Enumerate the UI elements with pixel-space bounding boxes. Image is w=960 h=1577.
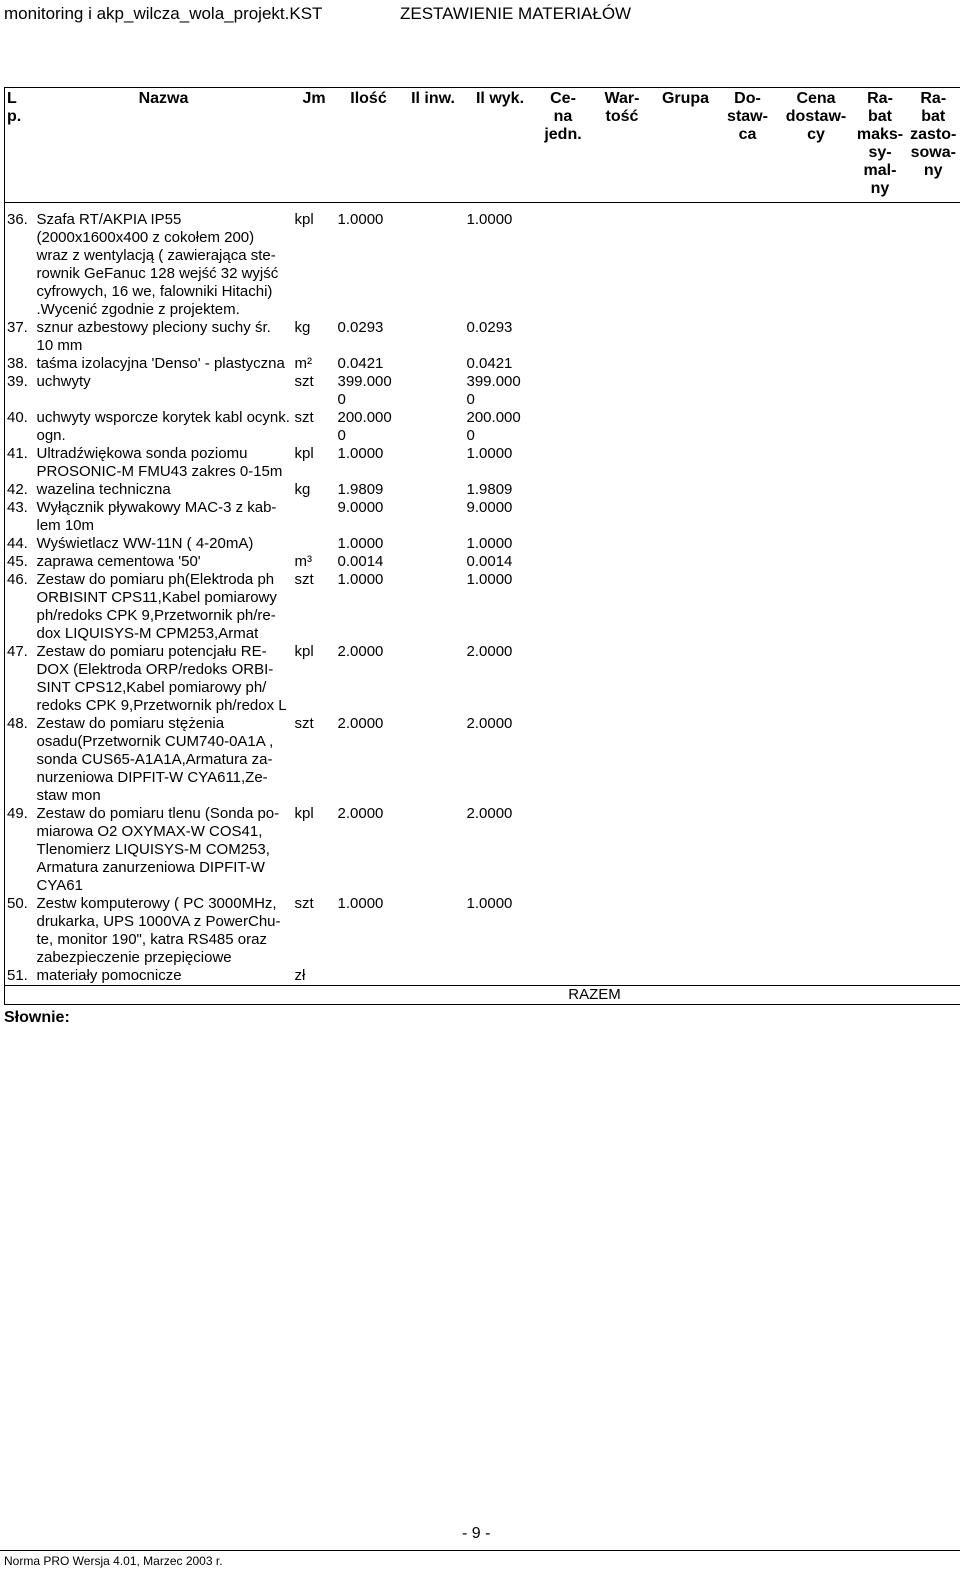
row-empty-cell: [654, 373, 718, 409]
table-row: [5, 535, 960, 553]
row-empty-cell: [718, 203, 778, 320]
row-empty-cell: [855, 967, 906, 986]
row-il-wyk: 1.0000: [466, 571, 513, 588]
table-row: [5, 373, 960, 409]
row-ilosc: 1.0000: [337, 445, 384, 462]
row-empty-cell: [906, 373, 960, 409]
row-jm: kpl: [294, 643, 314, 660]
row-empty-cell: [536, 373, 591, 409]
table-row: [5, 805, 960, 895]
row-empty-cell: [591, 499, 654, 535]
row-lp: 47.: [5, 643, 35, 715]
row-empty-cell: [855, 805, 906, 895]
row-empty-cell: [591, 203, 654, 320]
row-empty-cell: [654, 355, 718, 373]
row-il-inw: [402, 553, 465, 571]
row-empty-cell: [536, 499, 591, 535]
row-ilosc: 2.0000: [337, 643, 384, 660]
col-cena-dostawcy-label: Cena dostaw- cy: [785, 90, 847, 143]
row-empty-cell: [778, 715, 855, 805]
row-empty-cell: [591, 445, 654, 481]
row-empty-cell: [591, 967, 654, 986]
row-empty-cell: [778, 643, 855, 715]
razem-spacer: [5, 986, 536, 1005]
row-il-wyk: 399.000 0: [466, 373, 521, 408]
row-empty-cell: [591, 409, 654, 445]
row-ilosc: 1.0000: [337, 535, 384, 552]
row-il-inw: [402, 643, 465, 715]
row-il-inw: [402, 499, 465, 535]
row-empty-cell: [654, 481, 718, 499]
row-il-wyk: 1.0000: [466, 895, 513, 912]
row-nazwa: materiały pomocnicze: [35, 967, 293, 986]
row-lp: 42.: [5, 481, 35, 499]
row-empty-cell: [536, 643, 591, 715]
row-empty-cell: [855, 319, 906, 355]
row-empty-cell: [906, 967, 960, 986]
row-empty-cell: [718, 445, 778, 481]
row-ilosc: [336, 967, 402, 986]
row-ilosc: 1.0000: [337, 211, 384, 228]
table-row: [5, 571, 960, 643]
row-nazwa: Szafa RT/AKPIA IP55 (2000x1600x400 z cokołem 200) wraz z wentylacją ( zawierająca ste- rownik GeFanuc 128 wejść 32 wyjść cyfrowych, 16 we, falowniki Hitachi) .Wycenić zgodnie z projektem.: [36, 211, 279, 318]
col-il-wyk: Il wyk.: [465, 88, 536, 203]
row-il-wyk: 200.000 0: [466, 409, 521, 444]
table-row: [5, 715, 960, 805]
row-empty-cell: [778, 355, 855, 373]
row-lp: 50.: [5, 895, 35, 967]
footer-divider: [0, 1550, 960, 1551]
row-il-inw: [402, 481, 465, 499]
row-il-inw: [402, 355, 465, 373]
row-empty-cell: [536, 571, 591, 643]
row-ilosc: 9.0000: [337, 499, 384, 516]
row-jm: szt: [294, 409, 314, 426]
row-lp: 43.: [5, 499, 35, 535]
row-empty-cell: [591, 643, 654, 715]
row-ilosc: 200.000 0: [337, 409, 392, 444]
col-ilosc: Ilość: [336, 88, 402, 203]
row-il-wyk: 0.0293: [466, 319, 513, 336]
row-empty-cell: [906, 319, 960, 355]
row-empty-cell: [778, 409, 855, 445]
row-empty-cell: [855, 715, 906, 805]
row-il-inw: [402, 535, 465, 553]
row-empty-cell: [654, 535, 718, 553]
row-nazwa: Wyświetlacz WW-11N ( 4-20mA): [36, 535, 254, 552]
row-empty-cell: [536, 481, 591, 499]
row-empty-cell: [591, 805, 654, 895]
row-empty-cell: [654, 805, 718, 895]
row-il-wyk: 1.0000: [466, 211, 513, 228]
row-il-inw: [402, 805, 465, 895]
row-nazwa: Zestaw do pomiaru ph(Elektroda ph ORBISINT CPS11,Kabel pomiarowy ph/redoks CPK 9,Przetwornik ph/re- dox LIQUISYS-M CPM253,Armat: [36, 571, 277, 642]
row-jm: kg: [294, 481, 311, 498]
row-nazwa: Zestaw do pomiaru tlenu (Sonda po- miarowa O2 OXYMAX-W COS41, Tlenomierz LIQUISYS-M COM253, Armatura zanurzeniowa DIPFIT-W CYA61: [36, 805, 280, 894]
row-empty-cell: [654, 499, 718, 535]
row-empty-cell: [778, 535, 855, 553]
row-lp: 40.: [5, 409, 35, 445]
row-empty-cell: [778, 481, 855, 499]
row-empty-cell: [718, 895, 778, 967]
table-row: [5, 409, 960, 445]
col-il-inw: Il inw.: [402, 88, 465, 203]
row-empty-cell: [536, 805, 591, 895]
row-lp: 38.: [5, 355, 35, 373]
row-empty-cell: [718, 319, 778, 355]
row-nazwa: Zestaw do pomiaru potencjału RE- DOX (Elektroda ORP/redoks ORBI- SINT CPS12,Kabel pomiarowy ph/ redoks CPK 9,Przetwornik ph/redox L: [36, 643, 287, 714]
row-lp: 37.: [5, 319, 35, 355]
row-jm: szt: [294, 715, 314, 732]
row-empty-cell: [906, 553, 960, 571]
row-il-wyk: 1.9809: [466, 481, 513, 498]
col-rabat-zast-label: Ra- bat zasto- sowa- ny: [910, 90, 957, 179]
row-il-wyk: 0.0421: [466, 355, 513, 372]
row-empty-cell: [718, 805, 778, 895]
row-empty-cell: [906, 499, 960, 535]
col-dostawca: [718, 88, 778, 203]
row-nazwa: sznur azbestowy pleciony suchy śr. 10 mm: [36, 319, 271, 354]
row-lp: 46.: [5, 571, 35, 643]
row-ilosc: 0.0293: [337, 319, 384, 336]
row-jm: zł: [293, 967, 336, 986]
table-row: [5, 319, 960, 355]
row-lp: 44.: [5, 535, 35, 553]
row-ilosc: 0.0014: [337, 553, 384, 570]
row-il-inw: [402, 319, 465, 355]
row-jm: kg: [294, 319, 311, 336]
row-empty-cell: [536, 715, 591, 805]
row-lp: 49.: [5, 805, 35, 895]
document-title: monitoring i akp_wilcza_wola_projekt.KST: [4, 4, 323, 23]
footer-text: Norma PRO Wersja 4.01, Marzec 2003 r.: [4, 1554, 223, 1568]
row-empty-cell: [654, 445, 718, 481]
row-empty-cell: [536, 355, 591, 373]
row-empty-cell: [718, 481, 778, 499]
row-ilosc: 2.0000: [337, 715, 384, 732]
row-il-wyk: 1.0000: [466, 535, 513, 552]
materials-table: [4, 87, 960, 1005]
col-lp: [5, 88, 35, 203]
row-empty-cell: [855, 409, 906, 445]
row-il-wyk: 2.0000: [466, 805, 513, 822]
row-empty-cell: [536, 895, 591, 967]
row-empty-cell: [654, 967, 718, 986]
row-nazwa: taśma izolacyjna 'Denso' - plastyczna: [36, 355, 285, 372]
row-empty-cell: [718, 643, 778, 715]
row-empty-cell: [718, 967, 778, 986]
row-empty-cell: [591, 535, 654, 553]
row-empty-cell: [855, 355, 906, 373]
row-empty-cell: [906, 715, 960, 805]
col-cena-dostawcy: [778, 88, 855, 203]
row-nazwa: zaprawa cementowa '50': [36, 553, 201, 570]
row-il-inw: [402, 967, 465, 986]
row-empty-cell: [778, 499, 855, 535]
col-nazwa: Nazwa: [35, 88, 293, 203]
col-cena-label: Ce- na jedn.: [544, 90, 582, 143]
row-il-inw: [402, 373, 465, 409]
row-nazwa: wazelina techniczna: [36, 481, 171, 498]
row-il-inw: [402, 715, 465, 805]
row-empty-cell: [778, 445, 855, 481]
col-rabat-zast: [906, 88, 960, 203]
row-empty-cell: [906, 643, 960, 715]
page-number: - 9 -: [462, 1525, 491, 1542]
row-empty-cell: [654, 643, 718, 715]
row-nazwa: Zestw komputerowy ( PC 3000MHz, drukarka, UPS 1000VA z PowerChu- te, monitor 190", katra RS485 oraz zabezpieczenie przepięciowe: [36, 895, 281, 966]
row-empty-cell: [855, 445, 906, 481]
row-empty-cell: [591, 715, 654, 805]
row-empty-cell: [536, 319, 591, 355]
col-lp-label: L p.: [7, 90, 22, 125]
row-empty-cell: [536, 553, 591, 571]
row-ilosc: 2.0000: [337, 805, 384, 822]
row-il-inw: [402, 203, 465, 320]
row-empty-cell: [778, 553, 855, 571]
row-empty-cell: [855, 571, 906, 643]
row-empty-cell: [855, 203, 906, 320]
row-empty-cell: [855, 895, 906, 967]
row-empty-cell: [778, 319, 855, 355]
row-empty-cell: [855, 499, 906, 535]
row-nazwa: Zestaw do pomiaru stężenia osadu(Przetwornik CUM740-0A1A , sonda CUS65-A1A1A,Armatura za- nurzeniowa DIPFIT-W CYA611,Ze- staw mon: [36, 715, 274, 804]
row-jm: [293, 535, 336, 553]
row-empty-cell: [778, 967, 855, 986]
section-title: ZESTAWIENIE MATERIAŁÓW: [400, 4, 632, 23]
row-empty-cell: [778, 203, 855, 320]
row-nazwa: Ultradźwiękowa sonda poziomu PROSONIC-M FMU43 zakres 0-15m: [36, 445, 283, 480]
row-empty-cell: [778, 805, 855, 895]
table-row: [5, 895, 960, 967]
table-row: [5, 967, 960, 986]
row-empty-cell: [536, 445, 591, 481]
row-empty-cell: [654, 715, 718, 805]
row-empty-cell: [654, 553, 718, 571]
col-rabat-maks: [855, 88, 906, 203]
row-il-wyk: 2.0000: [466, 643, 513, 660]
row-il-inw: [402, 445, 465, 481]
row-empty-cell: [654, 409, 718, 445]
row-empty-cell: [718, 355, 778, 373]
row-empty-cell: [536, 967, 591, 986]
table-row: [5, 499, 960, 535]
row-empty-cell: [536, 409, 591, 445]
row-empty-cell: [778, 571, 855, 643]
row-lp: 36.: [5, 203, 35, 320]
col-wartosc: [591, 88, 654, 203]
row-empty-cell: [536, 203, 591, 320]
row-il-wyk: 2.0000: [466, 715, 513, 732]
row-empty-cell: [906, 203, 960, 320]
row-empty-cell: [778, 373, 855, 409]
row-empty-cell: [654, 203, 718, 320]
row-empty-cell: [718, 571, 778, 643]
row-ilosc: 1.0000: [337, 895, 384, 912]
row-empty-cell: [591, 553, 654, 571]
row-empty-cell: [718, 499, 778, 535]
col-cena: [536, 88, 591, 203]
row-empty-cell: [855, 373, 906, 409]
col-dostawca-label: Do- staw- ca: [727, 90, 768, 143]
row-empty-cell: [591, 355, 654, 373]
row-jm: m³: [294, 553, 312, 570]
row-il-inw: [402, 895, 465, 967]
col-jm: Jm: [293, 88, 336, 203]
table-header-row: [5, 88, 960, 203]
row-empty-cell: [591, 481, 654, 499]
row-empty-cell: [654, 319, 718, 355]
row-lp: 39.: [5, 373, 35, 409]
row-empty-cell: [906, 409, 960, 445]
razem-trailing: [654, 986, 960, 1005]
row-empty-cell: [855, 481, 906, 499]
row-ilosc: 1.9809: [337, 481, 384, 498]
row-ilosc: 399.000 0: [337, 373, 392, 408]
row-nazwa: uchwyty wsporcze korytek kabl ocynk. ogn.: [36, 409, 290, 444]
row-empty-cell: [718, 553, 778, 571]
row-empty-cell: [654, 895, 718, 967]
row-empty-cell: [906, 895, 960, 967]
row-empty-cell: [906, 535, 960, 553]
row-empty-cell: [906, 481, 960, 499]
row-il-wyk: 9.0000: [466, 499, 513, 516]
row-empty-cell: [591, 895, 654, 967]
row-jm: [293, 499, 336, 535]
row-empty-cell: [855, 535, 906, 553]
row-jm: szt: [294, 895, 314, 912]
row-jm: kpl: [294, 805, 314, 822]
row-empty-cell: [536, 535, 591, 553]
row-jm: m²: [294, 355, 312, 372]
table-row: [5, 355, 960, 373]
row-nazwa: uchwyty: [36, 373, 91, 390]
row-empty-cell: [906, 805, 960, 895]
row-lp: 51.: [5, 967, 35, 986]
row-lp: 45.: [5, 553, 35, 571]
table-row: [5, 203, 960, 320]
row-lp: 41.: [5, 445, 35, 481]
col-grupa: Grupa: [654, 88, 718, 203]
row-empty-cell: [591, 319, 654, 355]
row-il-inw: [402, 409, 465, 445]
table-row: [5, 643, 960, 715]
row-empty-cell: [778, 895, 855, 967]
table-row: [5, 481, 960, 499]
row-empty-cell: [718, 535, 778, 553]
slownie-label: Słownie:: [4, 1009, 70, 1026]
table-row: [5, 553, 960, 571]
row-jm: kpl: [294, 211, 314, 228]
row-il-wyk: 0.0014: [466, 553, 513, 570]
row-ilosc: 0.0421: [337, 355, 384, 372]
row-ilosc: 1.0000: [337, 571, 384, 588]
row-jm: szt: [294, 571, 314, 588]
razem-row: [5, 986, 960, 1005]
row-empty-cell: [906, 571, 960, 643]
row-jm: kpl: [294, 445, 314, 462]
row-empty-cell: [718, 373, 778, 409]
row-empty-cell: [906, 445, 960, 481]
row-empty-cell: [855, 643, 906, 715]
row-il-wyk: 1.0000: [466, 445, 513, 462]
row-empty-cell: [906, 355, 960, 373]
row-jm: szt: [294, 373, 314, 390]
table-row: [5, 445, 960, 481]
razem-label: RAZEM: [536, 986, 654, 1005]
row-il-inw: [402, 571, 465, 643]
table-body: [5, 203, 960, 1005]
row-empty-cell: [855, 553, 906, 571]
row-lp: 48.: [5, 715, 35, 805]
row-nazwa: Wyłącznik pływakowy MAC-3 z kab- lem 10m: [36, 499, 277, 534]
row-empty-cell: [654, 571, 718, 643]
col-rabat-maks-label: Ra- bat maks- sy- mal- ny: [856, 90, 904, 197]
row-il-wyk: [465, 967, 536, 986]
row-empty-cell: [718, 409, 778, 445]
row-empty-cell: [718, 715, 778, 805]
row-empty-cell: [591, 571, 654, 643]
row-empty-cell: [591, 373, 654, 409]
col-wartosc-label: War- tość: [604, 90, 640, 125]
